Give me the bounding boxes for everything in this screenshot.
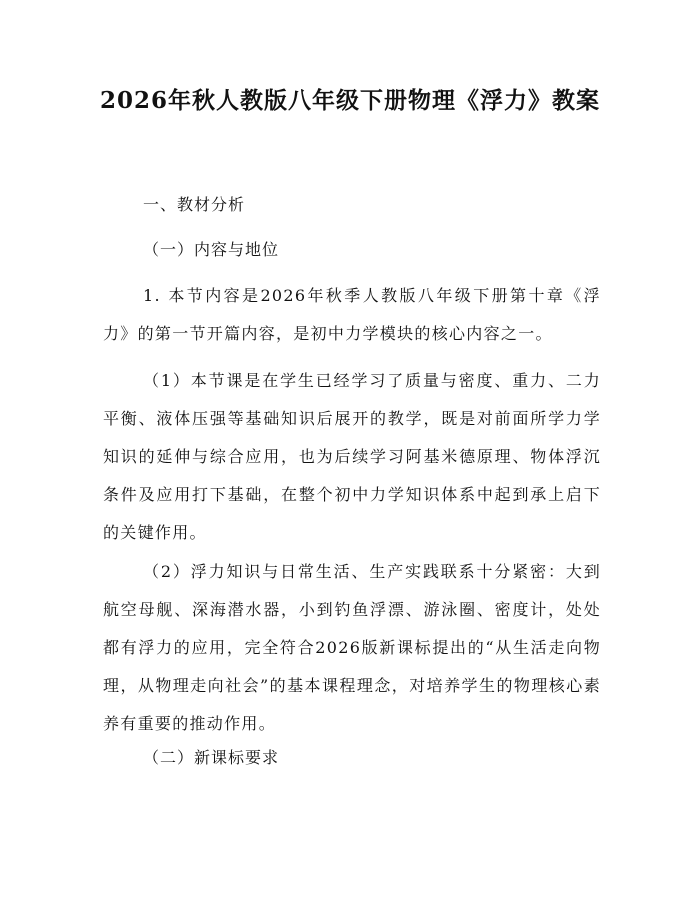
document-title: 2026年秋人教版八年级下册物理《浮力》教案 bbox=[100, 87, 601, 114]
section-heading-textbook-analysis: 一、教材分析 bbox=[143, 195, 246, 214]
paragraph-2: （1）本节课是在学生已经学习了质量与密度、重力、二力平衡、液体压强等基础知识后展开的教学，既是对前面所学力学知识的延伸与综合应用，也为后续学习阿基米德原理、物体浮沉条件及应用打下基础，在整个初中力学知识体系中起到承上启下的关键作用。 bbox=[103, 371, 601, 542]
subsection-heading-curriculum-requirements: （二）新课标要求 bbox=[143, 748, 280, 767]
paragraph-1: 1. 本节内容是2026年秋季人教版八年级下册第十章《浮力》的第一节开篇内容，是初中力学模块的核心内容之一。 bbox=[103, 286, 601, 343]
paragraph-3: （2）浮力知识与日常生活、生产实践联系十分紧密：大到航空母舰、深海潜水器，小到钓鱼浮漂、游泳圈、密度计，处处都有浮力的应用，完全符合2026版新课标提出的“从生活走向物理，从物理走向社会”的基本课程理念，对培养学生的物理核心素养有重要的推动作用。 bbox=[103, 562, 601, 733]
subsection-heading-content-position: （一）内容与地位 bbox=[143, 240, 280, 259]
